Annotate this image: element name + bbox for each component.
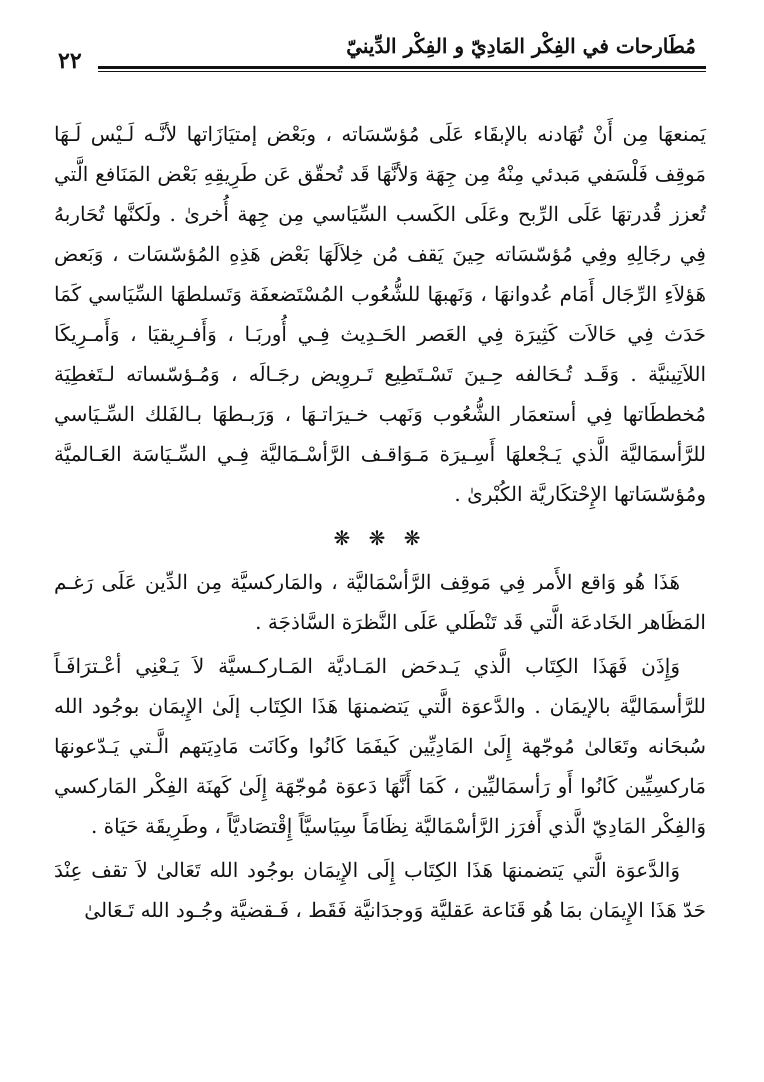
body-text (54, 114, 706, 930)
header-rule-thin (98, 71, 706, 72)
paragraph-2: هَذَا هُو وَاقع الأَمر فِي مَوقِف الرَّأسْمَاليَّة ، والمَاركسيَّة مِن الدِّين عَلَى رَغـم المَظَاهر الخَادعَة الَّتي قَد تَنْطَلي عَلَى النَّظرَة السَّاذجَة . (54, 570, 706, 634)
paragraph-4: وَالدَّعوَة الَّتي يَتضمنهَا هَذَا الكِتَاب إِلَى الإِيمَان بوجُود الله تَعَالىٰ لاَ تقف عِنْدَ حَدّ هَذَا الإِيمَان بمَا هُو قَنَاعة عَقليَّة وَوجدَانيَّة فَقَط ، فَـقضيَّة وجُـود الله تَـعَالىٰ (54, 858, 706, 922)
header-rule-thick (98, 66, 706, 69)
running-title: مُطَارحات في الفِكْر المَادِيّ و الفِكْر الدِّينيّ (346, 34, 696, 58)
paragraph-3: وَإِذَن فَهَذَا الكِتَاب الَّذي يَـدحَض المَـاديَّة المَـاركـسيَّة لاَ يَـعْنِي أعْـترَافَـاً للرَّأسمَاليَّة بالإيمَان . والدَّعوَة الَّتي يَتضمنهَا هَذَا الكِتَاب إلَىٰ الإِيمَان بوجُود الله سُبحَانه وتَعَالىٰ مُوجّهة إِلَىٰ المَادِيِّين كَيفَمَا كَانُوا وكَانَت مَادِيَتهم الَّـتي يَـدّعونهَا مَاركسِيِّين كَانُوا أَو رَأسمَاليِّين ، كَمَا أَنَّهَا دَعوَة مُوجّهَة إِلَىٰ كَهنَة الفِكْر المَاركسي وَالفِكْر المَادِيّ الَّذي أَفرَز الرَّأسْمَاليَّة نِظَامَاً سِيَاسيَّاً إِقْتصَاديَّاً ، وطَرِيقَة حَيَاة . (54, 654, 706, 838)
page-number: ٢٢ (58, 48, 82, 74)
section-separator: ❋ ❋ ❋ (333, 526, 427, 550)
paragraph-1: يَمنعهَا مِن أَنْ تُهَادنه بالإبقَاء عَلَى مُؤسّسَاته ، وبَعْض إمتيَازَاتها لأنَّـه لَـيْس لَـهَا مَوقِف فَلْسَفي مَبدئي مِنْهُ مِن جِهَة وَلأنَّهَا قَد تُحقّق عَن طَرِيقِهِ بَعْض المَنَافع الَّتي تُعزز قُدرتهَا عَلَى الرِّبح وعَلَى الكَسب السِّيَاسي مِن جِهة أُخرىٰ . ولَكنَّها تُحَاربهُ فِي رجَالِهِ وفِي مُؤسّسَاته حِينَ يَقف مُن خِلاَلَهَا بَعْض هَذِهِ المُؤسّسَات ، وَبَعض هَؤلاَءِ الرِّجَال أَمَام عُدوانهَا ، وَنَهبهَا للشُّعُوب المُسْتَضعفَة وَتَسلطهَا السِّيَاسي كَمَا حَدَث فِي حَالاَت كَثِيرَة فِي العَصر الحَـدِيث فِـي أُوربَـا ، وَأَفـرِيقيَا ، وَأَمـرِيكَا اللاَتِينيَّة . وَقَـد تُـحَالفه حِـينَ تَسْـتَطِيع تَـروِيض رجَـالَه ، وَمُـؤسّساته لـتَغطِيَة مُخططَاتها فِي أستعمَار الشُّعُوب وَنَهب خـيرَاتـهَا ، وَرَبـطهَا بـالفَلك السِّـيَاسي للرَّأسمَاليَّة الَّذي يَـجْعلهَا أَسِـيرَة مَـوَاقـف الرَّأسْـمَاليَّة فِـي السِّـيَاسَة العَـالميَّة ومُؤسّسَاتها الإِحْتكَاريَّة الكُبْرىٰ . (54, 122, 707, 506)
page-header (56, 28, 706, 72)
